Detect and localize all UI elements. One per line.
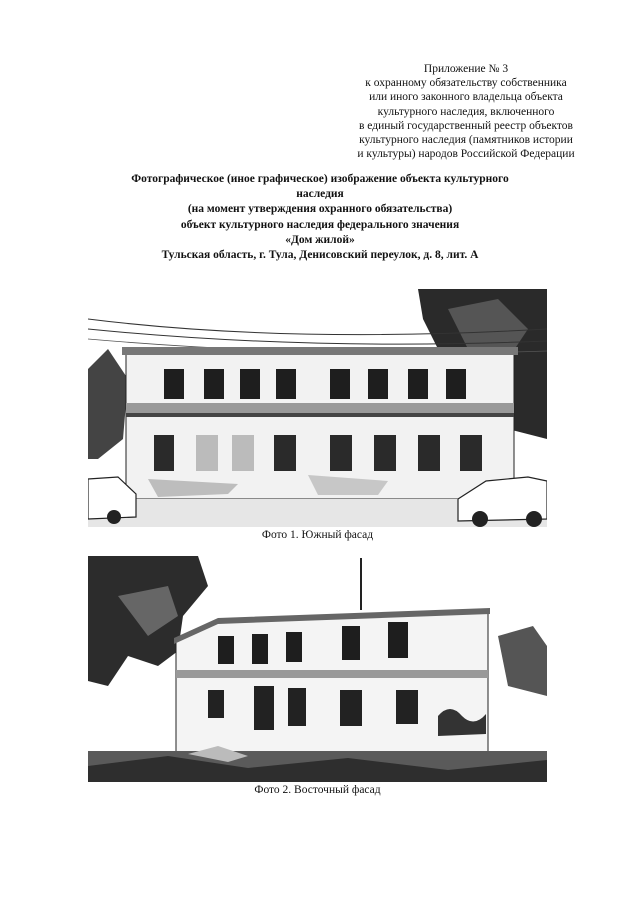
document-heading [60, 172, 580, 263]
appendix-line: культурного наследия, включенного [377, 105, 555, 118]
south-facade-drawing [88, 289, 547, 527]
appendix-line: к охранному обязательству собственника [365, 77, 567, 90]
photo-caption: Фото 1. Южный фасад [261, 529, 374, 541]
appendix-line: в единый государственный реестр объектов [359, 119, 573, 132]
heading-line: наследия [296, 188, 344, 201]
photo-east-facade [88, 556, 547, 782]
heading-line: Тульская область, г. Тула, Денисовский переулок, д. 8, лит. А [161, 249, 479, 262]
photo-caption: Фото 2. Восточный фасад [254, 784, 381, 796]
appendix-line: и культуры) народов Российской Федерации [357, 148, 575, 161]
appendix-line: Приложение № 3 [423, 63, 509, 75]
heading-line: объект культурного наследия федерального значения [180, 218, 460, 231]
appendix-line: или иного законного владельца объекта [369, 91, 563, 104]
heading-line: Фотографическое (иное графическое) изображение объекта культурного [131, 173, 509, 185]
appendix-line: культурного наследия (памятников истории [359, 134, 573, 147]
photo-south-facade [88, 289, 547, 527]
east-facade-drawing [88, 556, 547, 782]
heading-line: «Дом жилой» [285, 233, 355, 246]
heading-line: (на момент утверждения охранного обязательства) [187, 203, 453, 216]
appendix-note [330, 62, 602, 161]
